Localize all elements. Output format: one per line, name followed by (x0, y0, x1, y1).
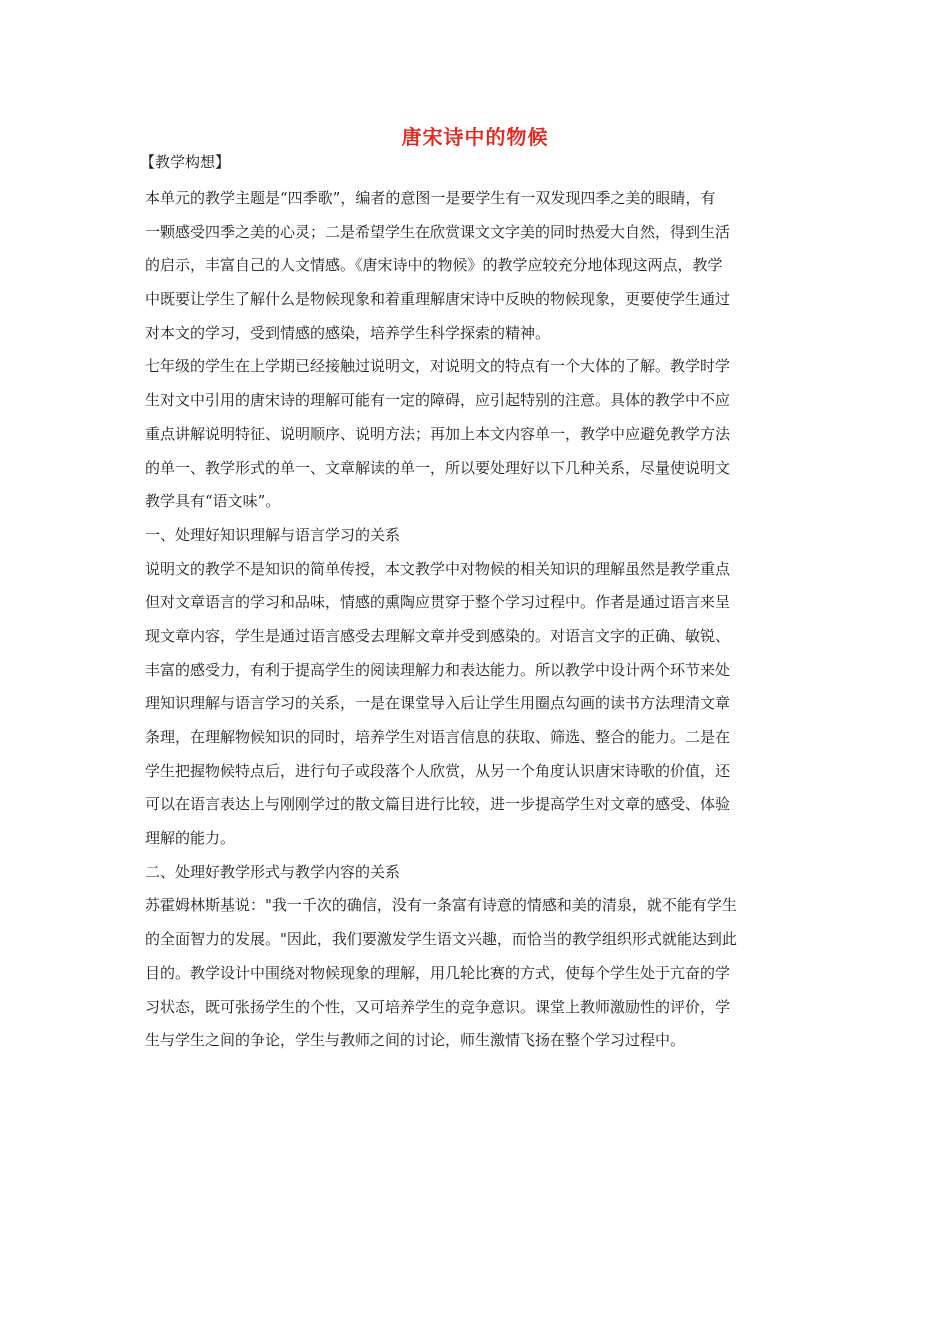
text-line: 生与学生之间的争论，学生与教师之间的讨论，师生激情飞扬在整个学习过程中。 (145, 1031, 686, 1050)
text-line: 说明文的教学不是知识的简单传授，本文教学中对物候的相关知识的理解虽然是教学重点 (145, 559, 731, 578)
text-line: 习状态，既可张扬学生的个性，又可培养学生的竞争意识。课堂上教师激励性的评价，学 (145, 997, 731, 1016)
paragraph (145, 519, 807, 553)
document-title: 唐宋诗中的物候 (401, 125, 549, 149)
text-line: 现文章内容，学生是通过语言感受去理解文章并受到感染的。对语言文字的正确、敏锐、 (145, 626, 731, 645)
text-line: 理解的能力。 (145, 829, 236, 848)
paragraph (145, 553, 807, 856)
text-line: 理知识理解与语言学习的关系，一是在课堂导入后让学生用圈点勾画的读书方法理清文章 (145, 694, 731, 713)
text-line: 但对文章语言的学习和品味，情感的熏陶应贯穿于整个学习过程中。作者是通过语言来呈 (145, 593, 731, 612)
section-label: 【教学构想】 (140, 153, 231, 171)
paragraph (145, 182, 807, 350)
text-line: 生对文中引用的唐宋诗的理解可能有一定的障碍，应引起特别的注意。具体的教学中不应 (145, 391, 731, 410)
text-line: 对本文的学习，受到情感的感染，培养学生科学探索的精神。 (145, 323, 551, 342)
text-line: 的单一、教学形式的单一、文章解读的单一，所以要处理好以下几种关系，尽量使说明文 (145, 458, 731, 477)
text-line: 的全面智力的发展。"因此，我们要激发学生语文兴趣，而恰当的教学组织形式就能达到此 (145, 930, 737, 949)
text-line: 一、处理好知识理解与语言学习的关系 (145, 525, 401, 544)
text-line: 中既要让学生了解什么是物候现象和着重理解唐宋诗中反映的物候现象，更要使学生通过 (145, 290, 731, 309)
text-line: 丰富的感受力，有利于提高学生的阅读理解力和表达能力。所以教学中设计两个环节来处 (145, 660, 731, 679)
text-line: 本单元的教学主题是“四季歌”，编者的意图一是要学生有一双发现四季之美的眼睛，有 (145, 189, 716, 207)
document-body (145, 182, 807, 1058)
text-line: 教学具有“语文味”。 (145, 492, 281, 511)
text-line: 一颗感受四季之美的心灵；二是希望学生在欣赏课文文字美的同时热爱大自然，得到生活 (145, 222, 731, 241)
paragraph (145, 856, 807, 890)
text-line: 目的。教学设计中围绕对物候现象的理解，用几轮比赛的方式，使每个学生处于亢奋的学 (145, 963, 731, 982)
text-line: 重点讲解说明特征、说明顺序、说明方法；再加上本文内容单一，教学中应避免教学方法 (145, 424, 731, 443)
text-line: 七年级的学生在上学期已经接触过说明文，对说明文的特点有一个大体的了解。教学时学 (145, 357, 731, 376)
text-line: 条理，在理解物候知识的同时，培养学生对语言信息的获取、筛选、整合的能力。二是在 (145, 728, 731, 746)
text-line: 可以在语言表达上与刚刚学过的散文篇目进行比较，进一步提高学生对文章的感受、体验 (145, 795, 731, 814)
text-line: 学生把握物候特点后，进行句子或段落个人欣赏，从另一个角度认识唐宋诗歌的价值，还 (145, 761, 731, 780)
text-line: 的启示，丰富自己的人文情感。《唐宋诗中的物候》的教学应较充分地体现这两点，教学 (145, 256, 723, 275)
text-line: 二、处理好教学形式与教学内容的关系 (145, 862, 401, 881)
text-line: 苏霍姆林斯基说："我一千次的确信，没有一条富有诗意的情感和美的清泉，就不能有学生 (145, 896, 737, 915)
paragraph (145, 350, 807, 518)
paragraph (145, 889, 807, 1057)
